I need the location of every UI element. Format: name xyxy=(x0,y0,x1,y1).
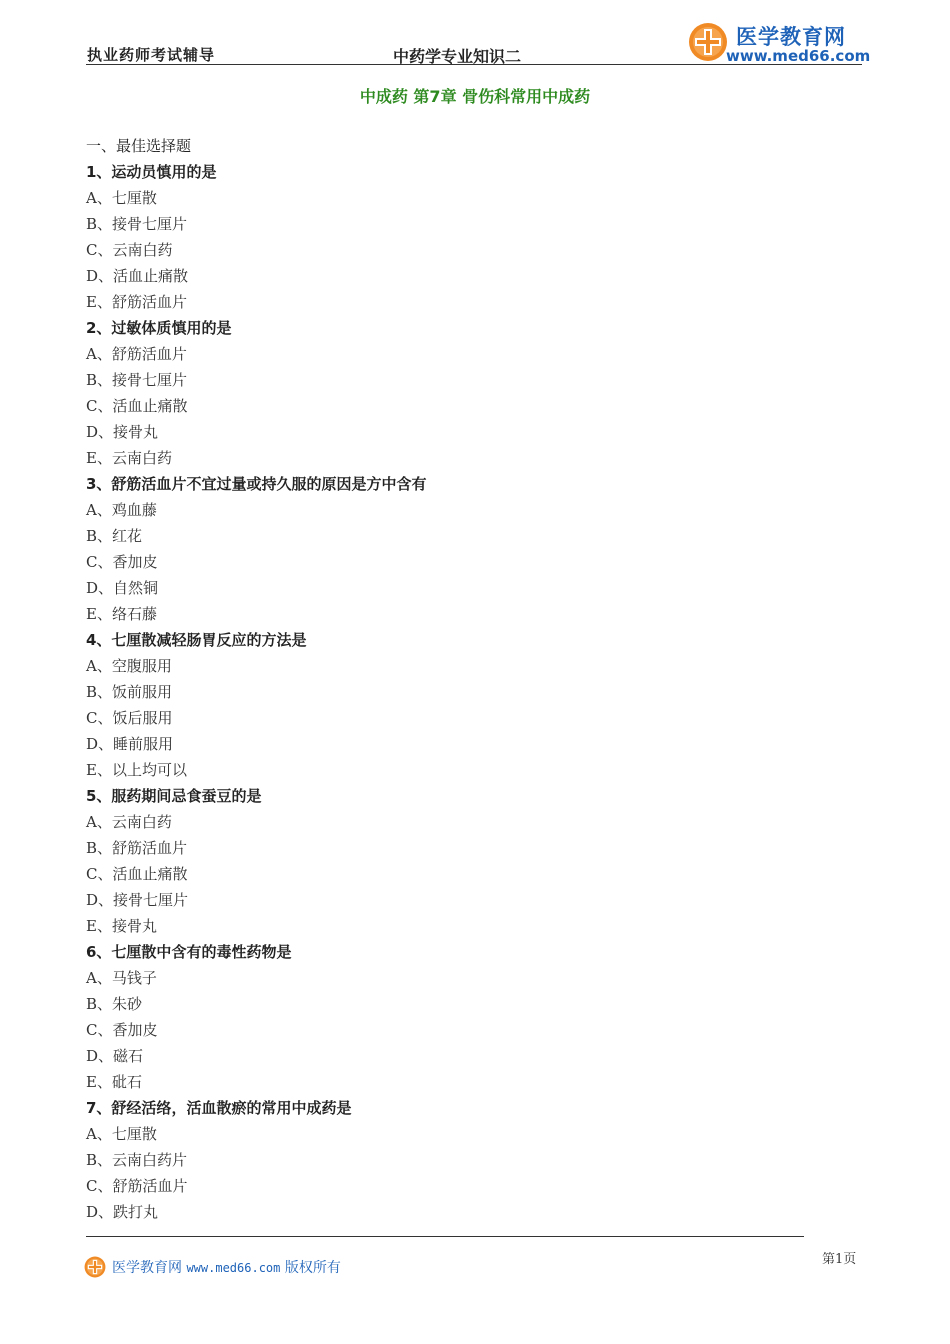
answer-option: C、舒筋活血片 xyxy=(86,1177,188,1195)
footer-divider xyxy=(86,1236,804,1237)
question-stem: 6、七厘散中含有的毒性药物是 xyxy=(86,943,292,961)
answer-option: A、鸡血藤 xyxy=(86,501,157,519)
answer-option: A、舒筋活血片 xyxy=(86,345,187,363)
answer-option: D、磁石 xyxy=(86,1047,144,1065)
answer-option: A、七厘散 xyxy=(86,189,157,207)
answer-option: D、接骨七厘片 xyxy=(86,891,189,909)
question-stem: 1、运动员慎用的是 xyxy=(86,163,217,181)
answer-option: A、云南白药 xyxy=(86,813,172,831)
footer-url: www.med66.com xyxy=(186,1261,281,1275)
cross-logo-icon xyxy=(688,22,728,62)
footer-rights: 版权所有 xyxy=(284,1260,341,1276)
answer-option: B、接骨七厘片 xyxy=(86,215,188,233)
answer-option: B、朱砂 xyxy=(86,995,143,1013)
question-stem: 4、七厘散减轻肠胃反应的方法是 xyxy=(86,631,307,649)
answer-option: A、空腹服用 xyxy=(86,657,172,675)
header-center: 中药学专业知识二 xyxy=(393,47,522,66)
header-divider xyxy=(86,64,862,65)
answer-option: B、云南白药片 xyxy=(86,1151,188,1169)
answer-option: E、络石藤 xyxy=(86,605,157,623)
question-stem: 7、舒经活络，活血散瘀的常用中成药是 xyxy=(86,1099,352,1117)
answer-option: C、活血止痛散 xyxy=(86,397,188,415)
footer-logo-icon xyxy=(84,1256,106,1278)
answer-option: E、舒筋活血片 xyxy=(86,293,187,311)
answer-option: C、活血止痛散 xyxy=(86,865,188,883)
page-number: 第1页 xyxy=(822,1252,857,1267)
question-stem: 2、过敏体质慎用的是 xyxy=(86,319,232,337)
page-title: 中成药 第7章 骨伤科常用中成药 xyxy=(359,87,591,106)
site-logo[interactable] xyxy=(688,20,871,66)
answer-option: D、睡前服用 xyxy=(86,735,174,753)
section-heading: 一、最佳选择题 xyxy=(86,137,192,155)
footer-text[interactable] xyxy=(112,1257,341,1277)
answer-option: E、以上均可以 xyxy=(86,761,187,779)
answer-option: E、砒石 xyxy=(86,1073,142,1091)
question-stem: 3、舒筋活血片不宜过量或持久服的原因是方中含有 xyxy=(86,475,427,493)
answer-option: D、跌打丸 xyxy=(86,1203,159,1221)
header-left: 执业药师考试辅导 xyxy=(87,46,216,64)
question-list xyxy=(86,133,846,1225)
footer-site: 医学教育网 xyxy=(112,1260,182,1276)
answer-option: E、接骨丸 xyxy=(86,917,157,935)
answer-option: B、饭前服用 xyxy=(86,683,173,701)
answer-option: A、马钱子 xyxy=(86,969,157,987)
answer-option: B、红花 xyxy=(86,527,143,545)
answer-option: C、香加皮 xyxy=(86,553,158,571)
answer-option: D、活血止痛散 xyxy=(86,267,189,285)
answer-option: C、香加皮 xyxy=(86,1021,158,1039)
question-stem: 5、服药期间忌食蚕豆的是 xyxy=(86,787,262,805)
answer-option: D、接骨丸 xyxy=(86,423,159,441)
answer-option: C、云南白药 xyxy=(86,241,173,259)
answer-option: B、舒筋活血片 xyxy=(86,839,188,857)
answer-option: A、七厘散 xyxy=(86,1125,157,1143)
answer-option: B、接骨七厘片 xyxy=(86,371,188,389)
logo-name: 医学教育网 xyxy=(736,25,846,49)
answer-option: C、饭后服用 xyxy=(86,709,173,727)
answer-option: E、云南白药 xyxy=(86,449,172,467)
logo-url: www.med66.com xyxy=(726,47,871,65)
answer-option: D、自然铜 xyxy=(86,579,159,597)
